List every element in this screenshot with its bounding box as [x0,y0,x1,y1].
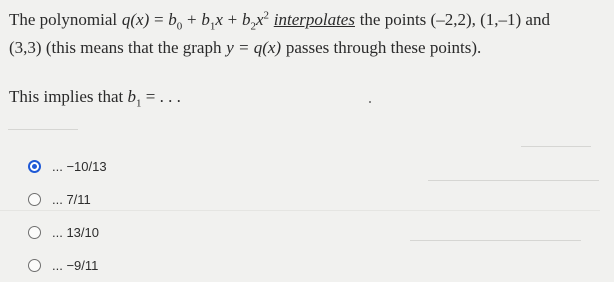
plus-sign: + [187,10,197,29]
question-line-1 [9,6,614,34]
question-intro: The polynomial [9,10,118,29]
radio-empty-icon[interactable] [28,193,41,206]
question-line-2 [9,34,614,62]
prompt-text: This implies that [9,87,124,106]
divider-right-1 [521,146,591,147]
radio-selected-icon[interactable] [28,160,41,173]
answer-options [28,150,588,282]
graph-explanation-end: passes through these points). [285,38,482,57]
answer-option-label: ... 13/10 [52,225,99,240]
coef-b2: $b_2x^2$ [241,9,270,33]
radio-empty-icon[interactable] [28,259,41,272]
polynomial-name: q(x) [121,10,150,29]
divider-short [8,129,78,130]
prompt-b1: $b_1$ [127,87,142,110]
answer-option-2[interactable] [28,183,588,216]
coef-b1: $b_1x$ [201,10,223,33]
stray-dot [369,101,371,103]
answer-option-1[interactable] [28,150,588,183]
answer-prompt [9,85,181,109]
question-text [9,6,614,62]
answer-option-label: ... 7/11 [52,192,91,207]
answer-option-label: ... −9/11 [52,258,99,273]
coef-b0: $b_0$ [168,10,183,33]
equals-sign: = [153,10,164,29]
graph-explanation-start: (3,3) (this means that the graph [9,38,222,57]
prompt-equals-dots: = . . . [145,87,181,106]
interpolates-term: interpolates [273,10,355,29]
plus-sign: + [227,10,238,29]
answer-option-label: ... −10/13 [52,159,107,174]
answer-option-3[interactable] [28,216,588,249]
answer-option-4[interactable] [28,249,588,282]
points-text: the points (–2,2), (1,–1) and [359,10,550,29]
radio-empty-icon[interactable] [28,226,41,239]
graph-equation: y = q(x) [226,38,282,57]
